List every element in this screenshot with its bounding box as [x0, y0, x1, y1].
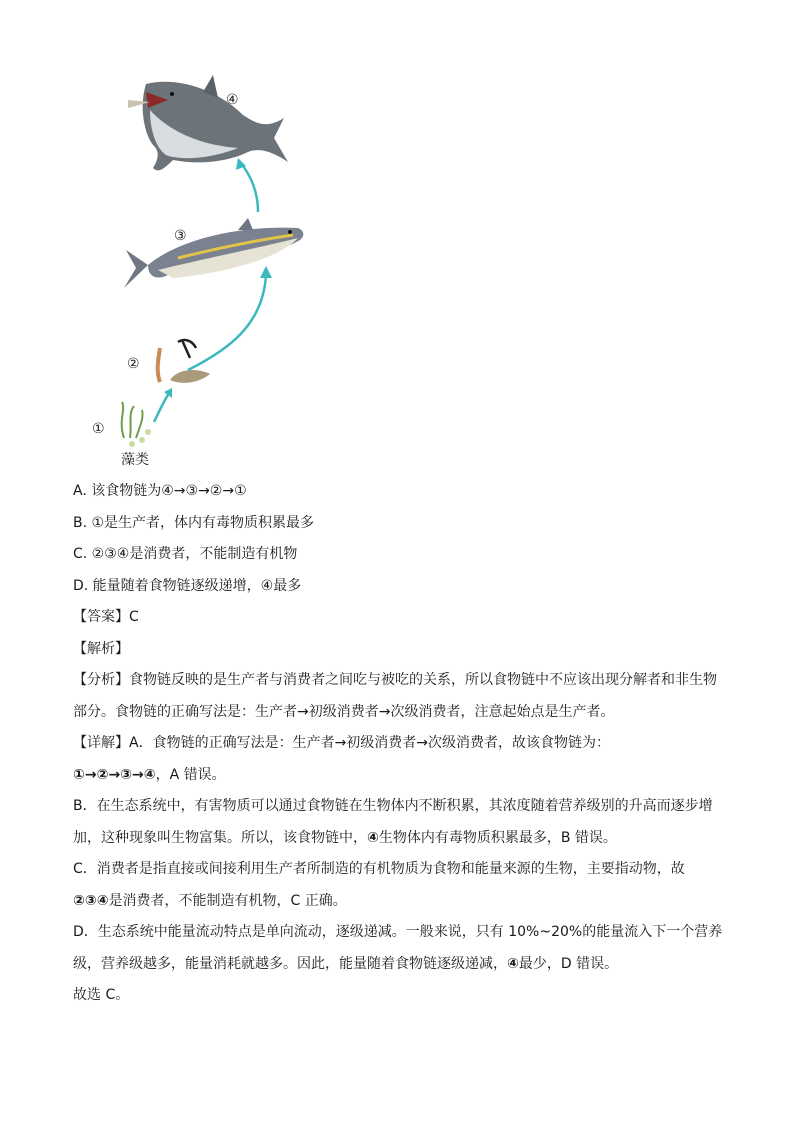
xiangjie-d-text-a: 级，营养级越多，能量消耗就越多。因此，能量随着食物链逐级递减，: [73, 955, 507, 972]
shark-image: [128, 75, 288, 170]
xiangjie-d-line-2: [73, 949, 723, 981]
fenxi-text-1: 食物链反映的是生产者与消费者之间吃与被吃的关系，所以食物链中不应该出现分解者和非生物: [129, 672, 717, 688]
xiangjie-c-line-1: C．消费者是指直接或间接利用生产者所制造的有机物质为食物和能量来源的生物，主要指动物，故: [73, 861, 685, 877]
xiangjie-d-text-b: 最少，D 错误。: [518, 955, 619, 972]
figure-caption: 藻类: [121, 452, 149, 468]
fenxi-tag: 【分析】: [73, 672, 129, 688]
xiangjie-b-line-2: [73, 823, 723, 855]
tuna-image: [124, 218, 303, 288]
xiangjie-b-bold: ④: [367, 829, 379, 846]
arrow-1-to-2: [154, 392, 170, 422]
xiangjie-b-text-a: 加，这种现象叫生物富集。所以，该食物链中，: [73, 829, 367, 846]
fenxi-line-1: [73, 665, 723, 697]
xiangjie-a-line-2: [73, 760, 723, 792]
option-d: D. 能量随着食物链逐级递增，④最多: [73, 577, 302, 594]
xiangjie-c-bold: ②③④: [73, 892, 109, 909]
xiangjie-b-line-1: B．在生态系统中，有害物质可以通过食物链在生物体内不断积累，其浓度随着营养级别的升高而逐步增: [73, 798, 713, 814]
label-3: ③: [174, 228, 187, 244]
xiangjie-d-bold: ④: [507, 955, 519, 972]
arrow-3-to-4: [240, 162, 258, 212]
food-chain-illustration: [88, 70, 328, 470]
option-c: C. ②③④是消费者，不能制造有机物: [73, 546, 298, 562]
xiangjie-a-line-1: [73, 728, 723, 760]
conclusion: 故选 C。: [73, 987, 130, 1003]
arrow-2-to-3: [188, 275, 266, 370]
algae-image: [122, 402, 151, 447]
xiangjie-a-text: A．食物链的正确写法是：生产者→初级消费者→次级消费者，故该食物链为：: [129, 735, 611, 751]
label-4: ④: [226, 92, 239, 108]
xiangjie-b-text-b: 生物体内有毒物质积累最多，B 错误。: [378, 829, 617, 846]
answer-line: [73, 602, 723, 634]
arrowhead-2: [260, 266, 272, 278]
option-a: A. 该食物链为④→③→②→①: [73, 483, 247, 499]
xiangjie-c-text: 是消费者，不能制造有机物，C 正确。: [108, 892, 347, 909]
fenxi-line-2: 部分。食物链的正确写法是：生产者→初级消费者→次级消费者，注意起始点是生产者。: [73, 703, 615, 720]
label-1: ①: [92, 421, 105, 437]
answer-tag: 【答案】: [73, 609, 129, 625]
answer-value: C: [129, 609, 139, 625]
xiangjie-c-line-2: [73, 886, 723, 918]
xiangjie-tag: 【详解】: [73, 735, 129, 751]
option-b: B. ①是生产者，体内有毒物质积累最多: [73, 514, 315, 531]
food-chain-figure: [88, 70, 328, 470]
question-body: [73, 476, 723, 1012]
correct-chain: ①→②→③→④: [73, 766, 156, 783]
energy-flow-arrows: [154, 162, 266, 422]
xiangjie-d-line-1: D．生态系统中能量流动特点是单向流动，逐级递减。一般来说，只有 10%~20%的能量流入下一个营养: [73, 924, 723, 940]
analysis-heading: 【解析】: [73, 640, 129, 657]
label-2: ②: [127, 356, 140, 372]
xiangjie-a-tail: ，A 错误。: [155, 766, 226, 783]
